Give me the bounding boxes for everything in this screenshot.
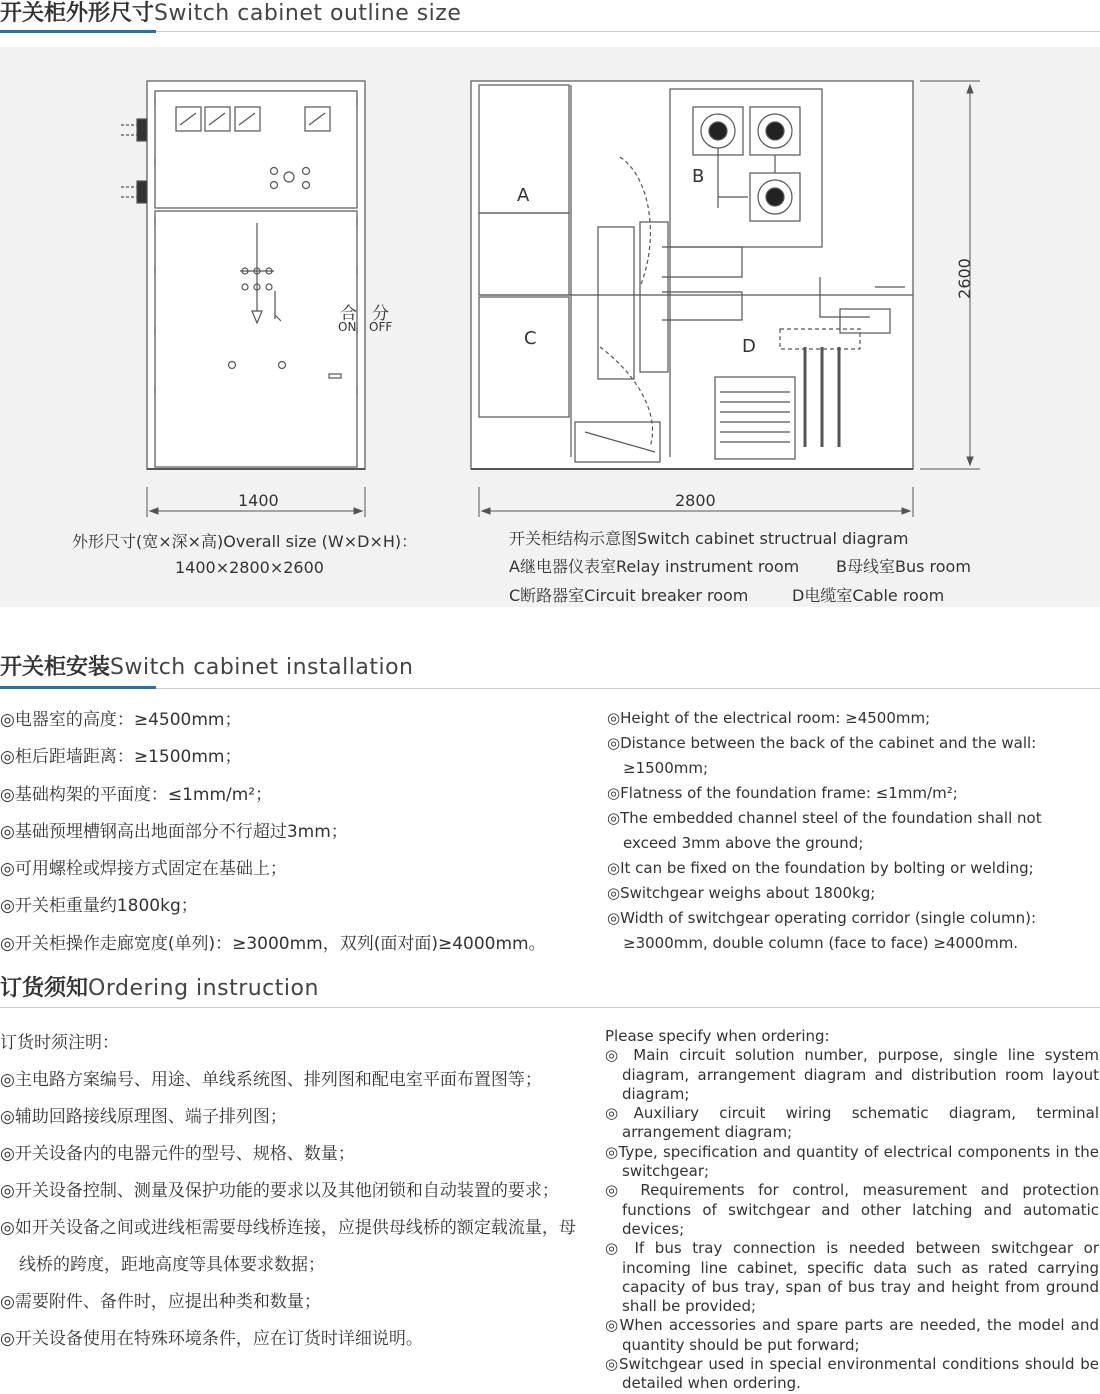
room-label-d: D (742, 336, 756, 357)
room-label-c: C (524, 328, 537, 349)
depth-dimension: 2800 (675, 491, 716, 510)
list-item: ◎辅助回路接线原理图、端子排列图； (0, 1107, 287, 1127)
legend-d: D电缆室Cable room (792, 586, 945, 605)
on-label-en: ON (338, 320, 357, 334)
list-item: ◎需要附件、备件时，应提出种类和数量； (0, 1292, 321, 1312)
side-caption-line1: 开关柜结构示意图Switch cabinet structrual diagram (509, 529, 909, 548)
list-item: ◎Distance between the back of the cabinet and the wall: ≥1500mm; (607, 734, 1037, 777)
front-caption-line2: 1400×2800×2600 (175, 558, 324, 577)
ordering-en-list (605, 1027, 1099, 1394)
legend-b: B母线室Bus room (836, 557, 971, 576)
installation-title-en: Switch cabinet installation (110, 655, 414, 680)
installation-en-list (607, 706, 1077, 956)
list-item: ◎Switchgear used in special environmental conditions should be detailed when ordering. (605, 1355, 1099, 1393)
list-item: ◎开关设备内的电器元件的型号、规格、数量； (0, 1144, 355, 1164)
ordering-en-intro: Please specify when ordering: (605, 1027, 830, 1045)
installation-section-title (0, 650, 413, 680)
list-item: ◎主电路方案编号、用途、单线系统图、排列图和配电室平面布置图等； (0, 1070, 542, 1090)
outline-rule (0, 31, 1100, 32)
room-label-a: A (517, 185, 530, 206)
ordering-section-title (0, 971, 319, 1001)
installation-title-cn: 开关柜安装 (0, 655, 111, 680)
list-item: ◎Width of switchgear operating corridor (single column): ≥3000mm, double column (face to face) ≥4000mm. (607, 909, 1037, 952)
off-label-en: OFF (369, 320, 393, 334)
list-item: ◎When accessories and spare parts are needed, the model and quantity should be put forward; (605, 1316, 1099, 1354)
list-item: ◎如开关设备之间或进线柜需要母线桥连接，应提供母线桥的额定载流量，母线桥的跨度，距地高度等具体要求数据； (0, 1218, 576, 1275)
height-dimension: 2600 (954, 258, 974, 299)
list-item: ◎Switchgear weighs about 1800kg; (607, 884, 876, 902)
ordering-rule (0, 1007, 1100, 1008)
outline-title-cn: 开关柜外形尺寸 (0, 1, 155, 26)
list-item: ◎ Main circuit solution number, purpose, single line system diagram, arrangement diagram and distribution room layout diagram; (605, 1046, 1099, 1103)
list-item: ◎It can be fixed on the foundation by bolting or welding; (607, 859, 1034, 877)
outline-title-en: Switch cabinet outline size (154, 1, 462, 26)
width-dimension: 1400 (238, 491, 279, 510)
list-item: ◎Height of the electrical room: ≥4500mm; (607, 709, 931, 727)
list-item: ◎ If bus tray connection is needed between switchgear or incoming line cabinet, specific data such as rated carrying capacity of bus tray, span of bus tray and height from ground shall be provided; (605, 1239, 1099, 1316)
on-label-cn: 合 (340, 304, 357, 324)
outline-section-title (0, 0, 461, 26)
list-item: ◎ Requirements for control, measurement and protection functions of switchgear and other latching and automatic devices; (605, 1181, 1099, 1238)
room-label-b: B (692, 166, 705, 187)
ordering-title-en: Ordering instruction (88, 976, 319, 1001)
cabinet-drawings (0, 47, 1100, 607)
outline-rule-accent (0, 30, 156, 33)
ordering-title-cn: 订货须知 (0, 976, 89, 1001)
installation-cn-list (0, 702, 590, 963)
list-item: ◎电器室的高度：≥4500mm； (0, 710, 242, 730)
side-view-drawing (471, 81, 913, 469)
installation-rule (0, 688, 1100, 689)
list-item: ◎Type, specification and quantity of electrical components in the switchgear; (605, 1142, 1099, 1181)
front-caption-line1: 外形尺寸(宽×深×高)Overall size (W×D×H)： (72, 532, 418, 551)
off-label-cn: 分 (372, 304, 389, 324)
list-item: ◎开关设备控制、测量及保护功能的要求以及其他闭锁和自动装置的要求； (0, 1181, 559, 1201)
installation-rule-accent (0, 686, 156, 689)
list-item: ◎基础构架的平面度：≤1mm/m²； (0, 784, 273, 805)
front-view-drawing (121, 81, 365, 469)
legend-c: C断路器室Circuit breaker room (509, 586, 749, 605)
list-item: ◎柜后距墙距离：≥1500mm； (0, 747, 242, 768)
list-item: ◎Flatness of the foundation frame: ≤1mm/m²; (607, 784, 958, 802)
list-item: ◎Auxiliary circuit wiring schematic diagram, terminal arrangement diagram; (605, 1104, 1099, 1142)
list-item: ◎基础预埋槽钢高出地面部分不行超过3mm； (0, 821, 348, 842)
list-item: ◎开关设备使用在特殊环境条件，应在订货时详细说明。 (0, 1329, 423, 1349)
list-item: ◎开关柜重量约1800kg； (0, 896, 198, 917)
list-item: ◎The embedded channel steel of the foundation shall not exceed 3mm above the ground; (607, 809, 1042, 852)
diagram-panel (0, 47, 1100, 607)
ordering-cn-intro: 订货时须注明： (0, 1033, 119, 1053)
list-item: ◎开关柜操作走廊宽度(单列)：≥3000mm，双列(面对面)≥4000mm。 (0, 933, 546, 954)
ordering-cn-list (0, 1025, 580, 1358)
list-item: ◎可用螺栓或焊接方式固定在基础上； (0, 859, 287, 880)
legend-a: A继电器仪表室Relay instrument room (509, 557, 800, 576)
